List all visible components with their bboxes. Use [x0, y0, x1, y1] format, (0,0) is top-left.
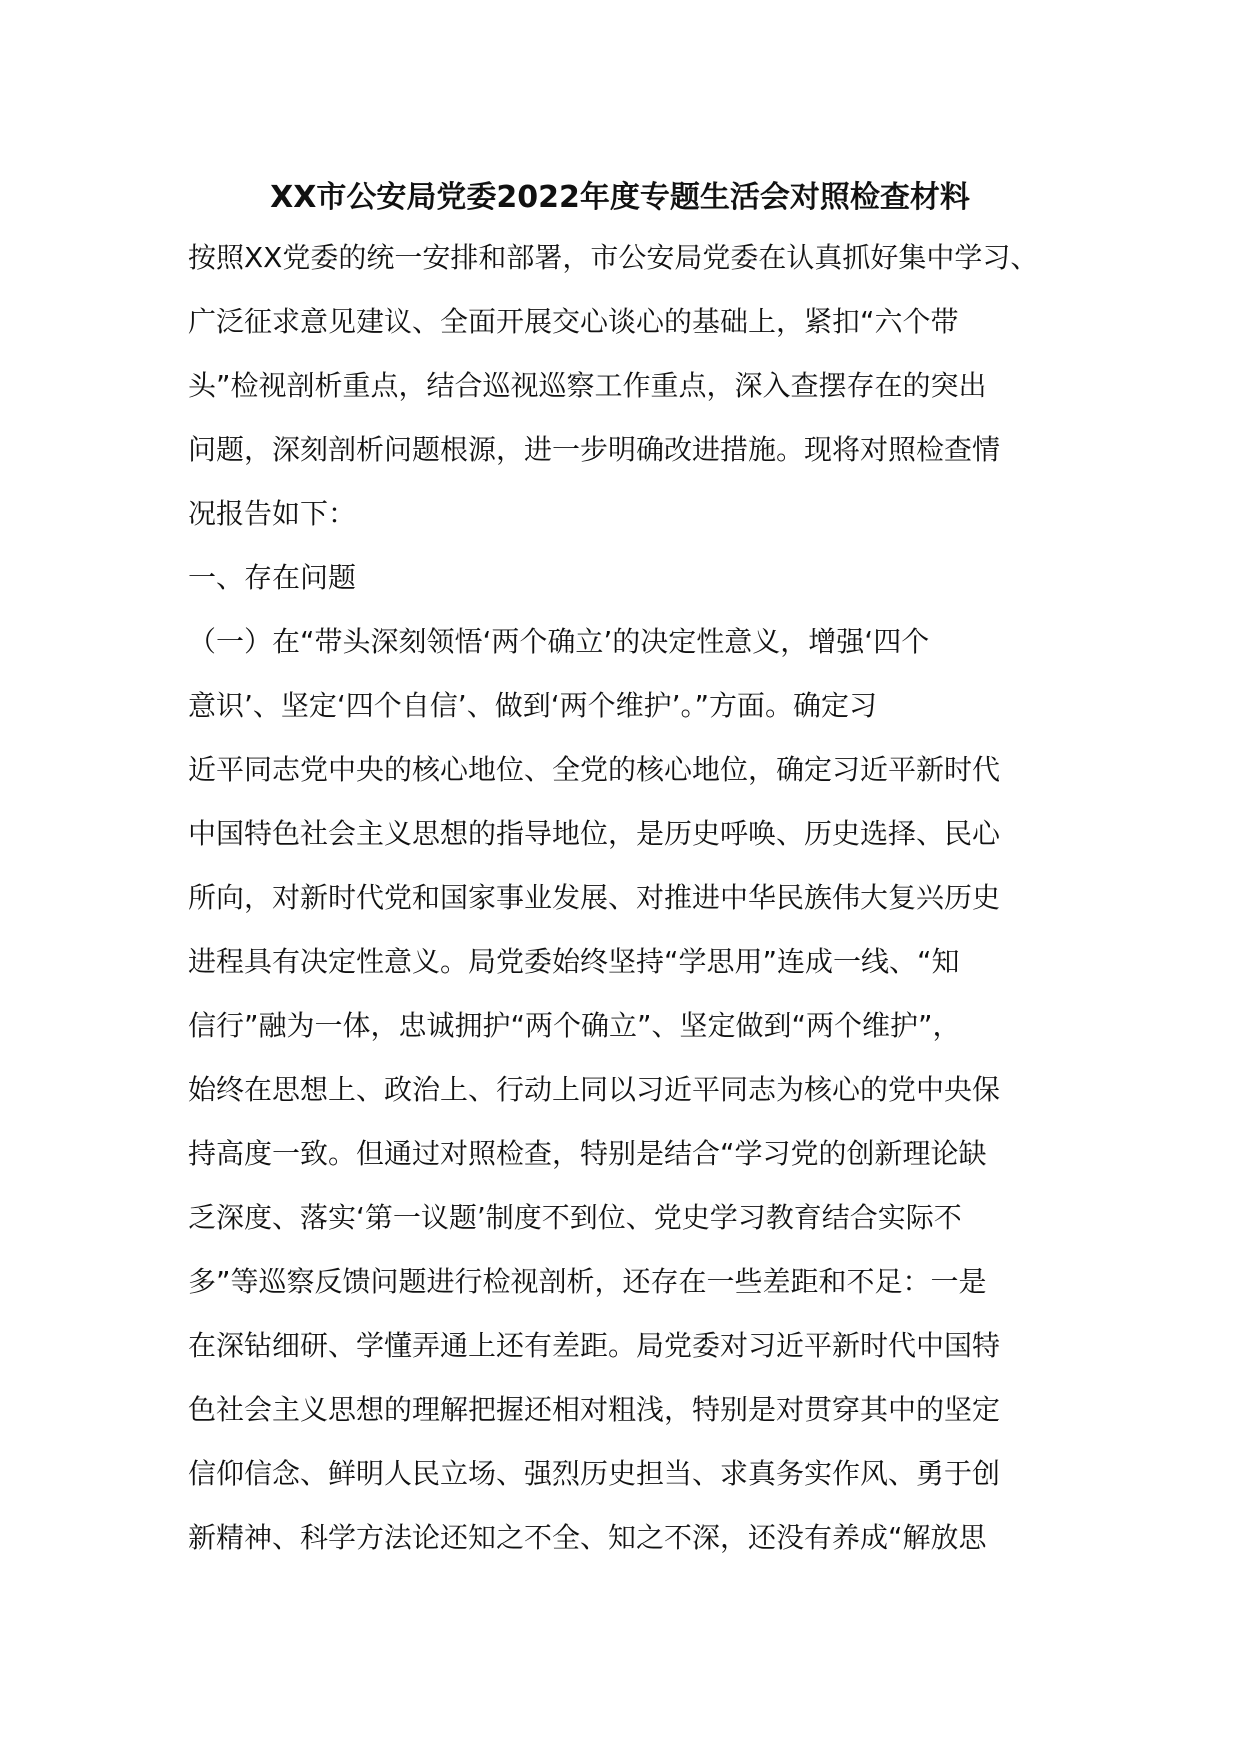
body-line: 多”等巡察反馈问题进行检视剖析，还存在一些差距和不足：一是 [188, 1265, 987, 1298]
body-line: 近平同志党中央的核心地位、全党的核心地位，确定习近平新时代 [188, 753, 1001, 786]
body-line: 问题，深刻剖析问题根源，进一步明确改进措施。现将对照检查情 [188, 433, 1001, 466]
body-line: 广泛征求意见建议、全面开展交心谈心的基础上，紧扣“六个带 [188, 305, 959, 338]
body-line: 乏深度、落实‘第一议题’制度不到位、党史学习教育结合实际不 [188, 1201, 962, 1234]
section-heading: 一、存在问题 [188, 561, 357, 594]
body-line: 信行”融为一体，忠诚拥护“两个确立”、坚定做到“两个维护”， [188, 1009, 961, 1042]
body-line: 所向，对新时代党和国家事业发展、对推进中华民族伟大复兴历史 [188, 881, 1001, 914]
body-line: 色社会主义思想的理解把握还相对粗浅，特别是对贯穿其中的坚定 [188, 1393, 1001, 1426]
body-line: 况报告如下： [188, 497, 357, 530]
document-title: XX市公安局党委2022年度专题生活会对照检查材料 [270, 180, 970, 215]
body-line: 信仰信念、鲜明人民立场、强烈历史担当、求真务实作风、勇于创 [188, 1457, 1001, 1490]
body-line: 持高度一致。但通过对照检查，特别是结合“学习党的创新理论缺 [188, 1137, 987, 1170]
body-line: 新精神、科学方法论还知之不全、知之不深，还没有养成“解放思 [188, 1521, 987, 1554]
body-line: 在深钻细研、学懂弄通上还有差距。局党委对习近平新时代中国特 [188, 1329, 1001, 1362]
body-line: 进程具有决定性意义。局党委始终坚持“学思用”连成一线、“知 [188, 945, 960, 978]
body-line: 始终在思想上、政治上、行动上同以习近平同志为核心的党中央保 [188, 1073, 1001, 1106]
body-line: （一）在“带头深刻领悟‘两个确立’的决定性意义，增强‘四个 [188, 625, 930, 658]
body-line: 按照XX党委的统一安排和部署，市公安局党委在认真抓好集中学习、 [188, 241, 1039, 274]
body-line: 头”检视剖析重点，结合巡视巡察工作重点，深入查摆存在的突出 [188, 369, 987, 402]
body-line: 意识’、坚定‘四个自信’、做到‘两个维护’。”方面。确定习 [188, 689, 878, 722]
body-line: 中国特色社会主义思想的指导地位，是历史呼唤、历史选择、民心 [188, 817, 1001, 850]
